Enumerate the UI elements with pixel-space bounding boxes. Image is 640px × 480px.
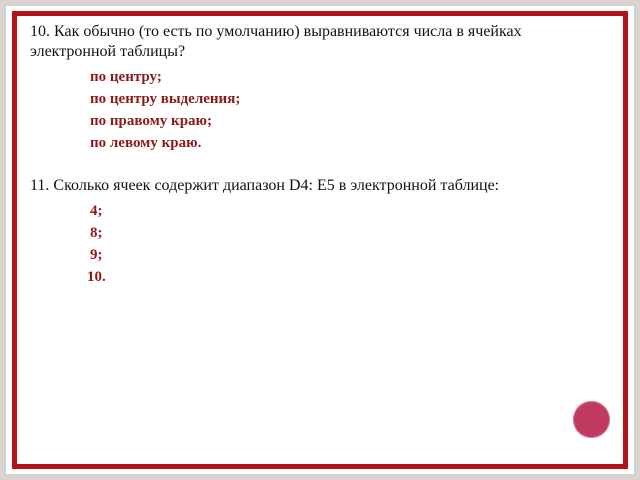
option-10-1: по центру; xyxy=(90,69,162,85)
spacer xyxy=(30,154,610,176)
option-11-1: 4; xyxy=(90,203,103,219)
option-11-4: 10. xyxy=(87,269,106,285)
slide-content xyxy=(30,22,610,288)
option-10-3: по правому краю; xyxy=(90,113,212,129)
option-10-2: по центру выделения; xyxy=(90,91,241,107)
question-11-options xyxy=(30,200,610,288)
question-11: 11. Сколько ячеек содержит диапазон D4: E5 в электронной таблице: xyxy=(30,177,500,194)
question-10-options xyxy=(30,66,610,154)
option-10-4: по левому краю. xyxy=(90,135,202,151)
question-10: 10. Как обычно (то есть по умолчанию) выравниваются числа в ячейках электронной таблицы? xyxy=(30,23,522,60)
nav-circle-button[interactable] xyxy=(573,401,610,438)
option-11-3: 9; xyxy=(90,247,103,263)
option-11-2: 8; xyxy=(90,225,103,241)
